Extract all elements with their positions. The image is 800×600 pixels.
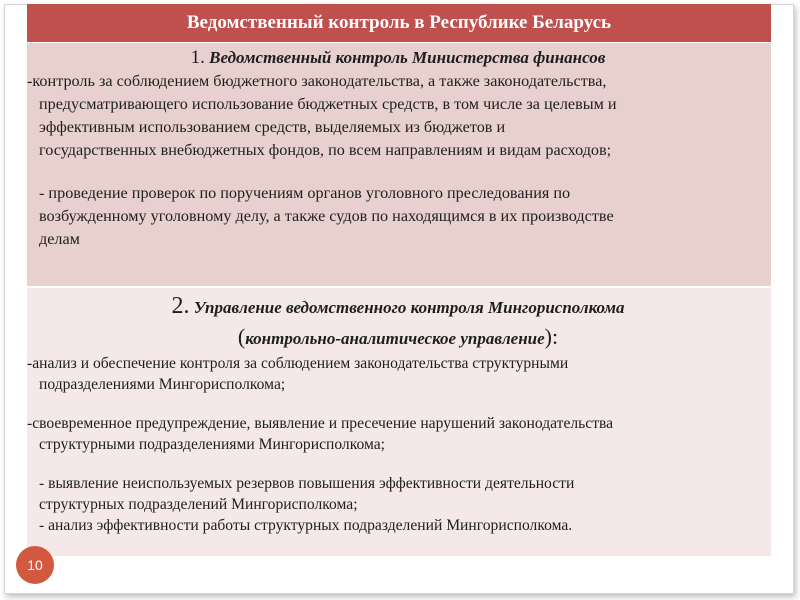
section2-bullet-1 — [27, 353, 765, 395]
text-line: делам — [39, 230, 80, 248]
text-line: -контроль за соблюдением бюджетного законодательства, а также законодательства, — [27, 72, 607, 90]
page-number-badge — [16, 546, 54, 584]
text-line: - анализ эффективности работы структурных подразделений Мингорисполкома. — [39, 517, 573, 534]
text-line: эффективным использованием средств, выделяемых из бюджетов и — [39, 118, 506, 136]
section2-bullet-3 — [31, 473, 765, 536]
section1-bullet-1 — [27, 70, 765, 162]
text-line: возбужденному уголовному делу, а также судов по находящимся в их производстве — [39, 207, 614, 225]
section2-number: 2. — [171, 293, 190, 319]
text-line: государственных внебюджетных фондов, по всем направлениям и видам расходов; — [39, 141, 612, 159]
text-line: - выявление неиспользуемых резервов повышения эффективности деятельности — [39, 475, 575, 492]
slide-title-text: Ведомственный контроль в Республике Беларусь — [186, 12, 612, 33]
section-ministry-finance — [27, 42, 771, 286]
section2-heading — [31, 292, 765, 353]
section-mingorispolkom — [27, 286, 771, 556]
paren-close: ): — [544, 324, 559, 349]
section1-bullet-2 — [31, 182, 765, 251]
section1-number: 1. — [190, 47, 205, 68]
page-number: 10 — [27, 557, 43, 573]
spacer — [31, 162, 765, 182]
section2-title-line2: контрольно-аналитическое управление — [245, 329, 545, 348]
spacer — [31, 395, 765, 413]
section2-title-line1: Управление ведомственного контроля Мингорисполкома — [193, 298, 625, 317]
content-table — [27, 4, 771, 556]
paren-open: ( — [237, 324, 246, 349]
section1-heading — [31, 46, 765, 70]
text-line: - проведение проверок по поручениям органов уголовного преследования по — [39, 184, 571, 202]
text-line: -анализ и обеспечение контроля за соблюдением законодательства структурными — [27, 355, 569, 372]
text-line: -своевременное предупреждение, выявление и пресечение нарушений законодательства — [27, 415, 614, 432]
slide-title — [27, 4, 771, 42]
text-line: подразделениями Мингорисполкома; — [39, 376, 286, 393]
spacer — [31, 455, 765, 473]
text-line: структурных подразделений Мингорисполкома; — [39, 496, 358, 513]
section2-bullet-2 — [27, 413, 765, 455]
text-line: предусматривающего использование бюджетных средств, в том числе за целевым и — [39, 95, 617, 113]
text-line: структурными подразделениями Мингорисполкома; — [39, 436, 386, 453]
section1-title: Ведомственный контроль Министерства финансов — [209, 48, 606, 67]
